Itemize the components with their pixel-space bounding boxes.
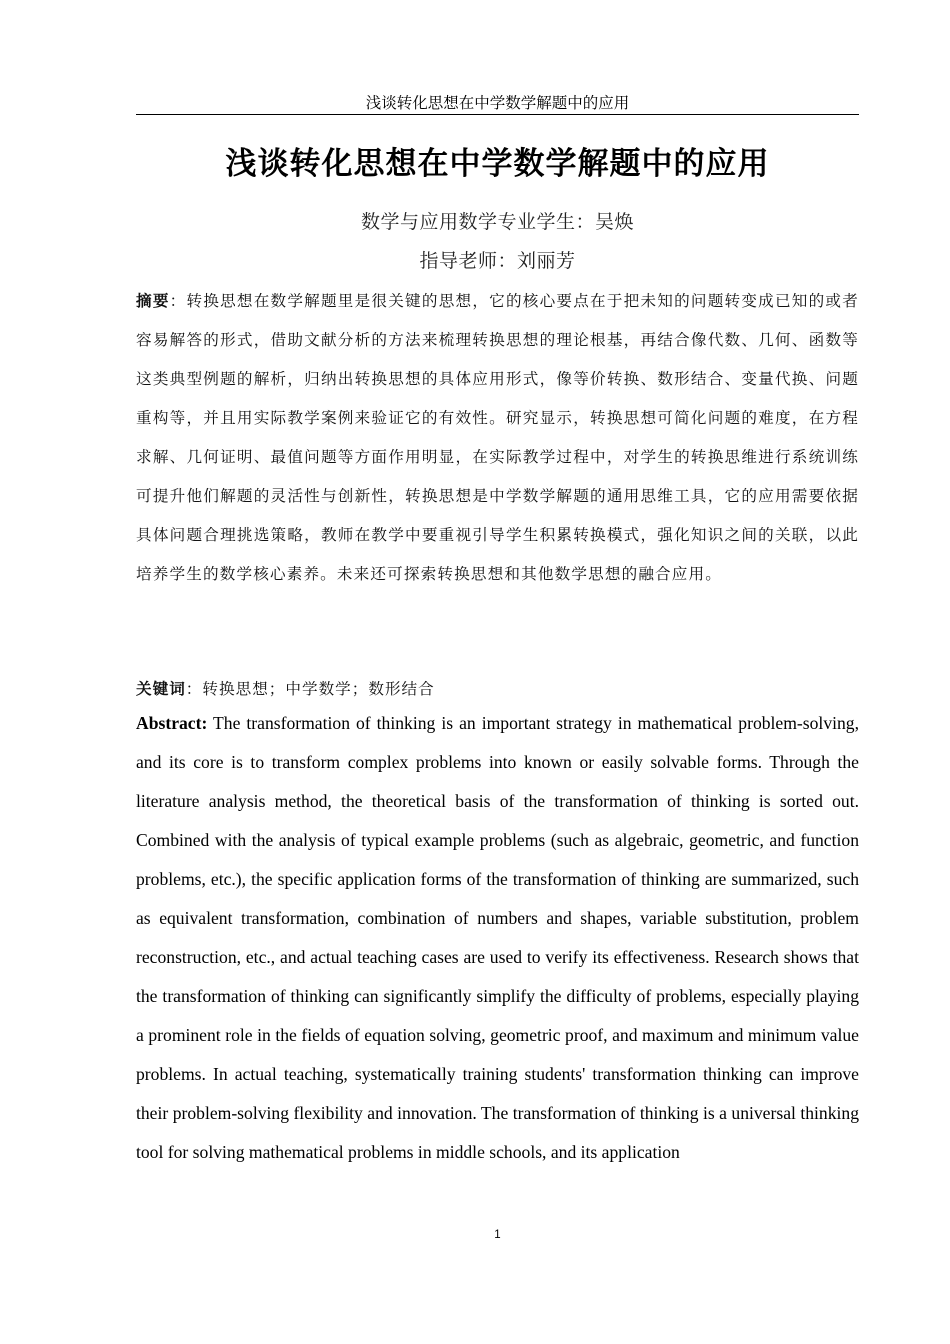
english-abstract-label: Abstract: (136, 713, 208, 733)
student-author-line: 数学与应用数学专业学生：吴焕 (360, 211, 634, 233)
page-number: 1 (494, 1229, 501, 1241)
paper-title: 浅谈转化思想在中学数学解题中的应用 (225, 146, 770, 182)
english-abstract (136, 704, 859, 1172)
chinese-abstract-label: 摘要 (136, 292, 170, 310)
chinese-keywords-label: 关键词 (136, 680, 186, 698)
chinese-abstract-separator: ： (169, 292, 187, 310)
header-divider (136, 114, 859, 115)
advisor-line: 指导老师：刘丽芳 (419, 250, 576, 272)
chinese-keywords-text: 转换思想；中学数学；数形结合 (202, 680, 435, 698)
chinese-keywords (136, 672, 859, 706)
chinese-keywords-separator: ： (185, 680, 203, 698)
chinese-abstract (136, 282, 859, 594)
english-abstract-text: The transformation of thinking is an important strategy in mathematical problem-solving, and its core is to transform complex problems into known or easily solvable forms. Through the literature analysis method, the theoretical basis of the transformation of thinking is sorted out. Combined with the analysis of typical example problems (such as algebraic, geometric, and function problems, etc.), the specific application forms of the transformation of thinking are summarized, such as equivalent transformation, combination of numbers and shapes, variable substitution, problem reconstruction, etc., and actual teaching cases are used to verify its effectiveness. Research shows that the transformation of thinking can significantly simplify the difficulty of problems, especially playing a prominent role in the fields of equation solving, geometric proof, and maximum and minimum value problems. In actual teaching, systematically training students' transformation thinking can improve their problem-solving flexibility and innovation. The transformation of thinking is a universal thinking tool for solving mathematical problems in middle schools, and its application (136, 713, 859, 1162)
running-header: 浅谈转化思想在中学数学解题中的应用 (365, 94, 630, 112)
chinese-abstract-text: 转换思想在数学解题里是很关键的思想，它的核心要点在于把未知的问题转变成已知的或者容易解答的形式，借助文献分析的方法来梳理转换思想的理论根基，再结合像代数、几何、函数等这类典型例题的解析，归纳出转换思想的具体应用形式，像等价转换、数形结合、变量代换、问题重构等，并且用实际教学案例来验证它的有效性。研究显示，转换思想可简化问题的难度，在方程求解、几何证明、最值问题等方面作用明显，在实际教学过程中，对学生的转换思维进行系统训练可提升他们解题的灵活性与创新性，转换思想是中学数学解题的通用思维工具，它的应用需要依据具体问题合理挑选策略，教师在教学中要重视引导学生积累转换模式，强化知识之间的关联，以此培养学生的数学核心素养。未来还可探索转换思想和其他数学思想的融合应用。 (136, 292, 859, 583)
